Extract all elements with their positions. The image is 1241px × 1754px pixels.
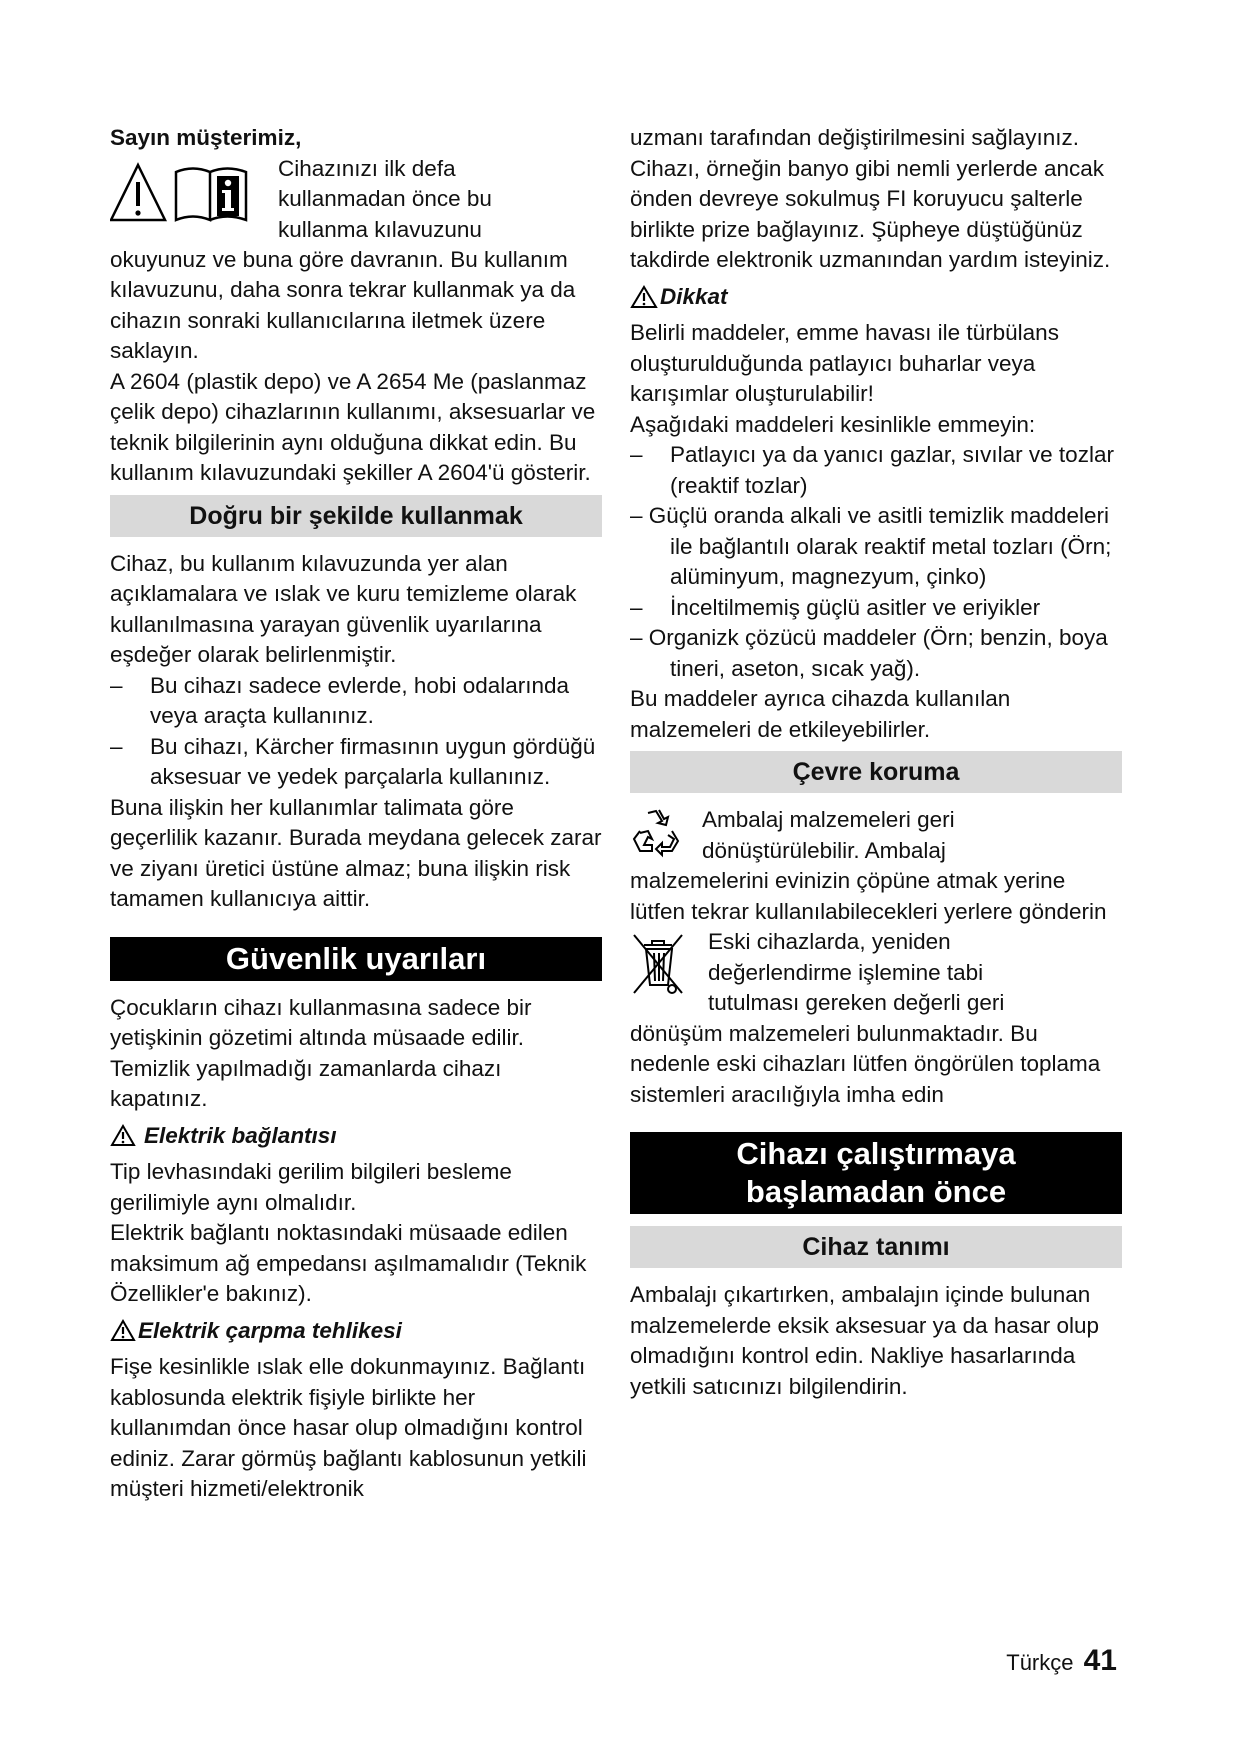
env-line: dönüştürülebilir. Ambalaj — [702, 837, 946, 863]
electrical-text: Tip levhasındaki gerilim bilgileri besleme gerilimiyle aynı olmalıdır. — [110, 1159, 512, 1215]
before-start-line: Cihazı çalıştırmaya — [736, 1136, 1016, 1171]
intro-line: kullanmadan önce bu — [278, 186, 492, 211]
continued-text: uzmanı tarafından değiştirilmesini sağlayınız. — [630, 125, 1079, 150]
list-item: – Organizk çözücü maddeler (Örn; benzin, boya tineri, aseton, sıcak yağ). — [630, 625, 1108, 681]
intro-rest: okuyunuz ve buna göre davranın. Bu kullanım kılavuzunu, daha sonra tekrar kullanmak ya da cihazın sonraki kullanıcılarına iletmek üzere saklayın. — [110, 246, 576, 363]
proper-use-note: Buna ilişkin her kullanımlar talimata göre geçerlilik kazanır. Burada meydana gelecek zarar ve ziyanı üretici üstüne almaz; buna ilişkin risk tamamen kullanıcıya aittir. — [110, 794, 602, 911]
right-column — [630, 123, 1122, 1402]
left-column — [110, 123, 602, 1505]
caution-text: Belirli maddeler, emme havası ile türbülans oluşturulduğunda patlayıcı buharlar veya karışımlar oluşturulabilir! — [630, 320, 1059, 406]
page-footer — [1006, 1644, 1117, 1678]
page-number: 41 — [1083, 1644, 1117, 1677]
list-item: – Patlayıcı ya da yanıcı gazlar, sıvılar ve tozlar (reaktif tozlar) — [630, 442, 1114, 498]
shock-title: Elektrik çarpma tehlikesi — [138, 1317, 402, 1343]
before-start-line: başlamadan önce — [745, 1174, 1007, 1209]
list-item: – Bu cihazı, Kärcher firmasının uygun gördüğü aksesuar ve yedek parçalarla kullanınız. — [110, 733, 596, 789]
before-start-heading — [630, 1132, 1122, 1214]
crossed-bin-icon — [630, 931, 686, 997]
warning-icon — [110, 1124, 136, 1147]
list-item-text: Güçlü oranda alkali ve asitli temizlik maddeleri ile bağlantılı olarak reaktif metal tozları (Örn; alüminyum, magnezyum, çinko) — [648, 503, 1112, 589]
caution-lead: Aşağıdaki maddeleri kesinlikle emmeyin: — [630, 411, 1036, 437]
fi-text: Cihazı, örneğin banyo gibi nemli yerlerde ancak önden devreye sokulmuş FI koruyucu şalterle birlikte prize bağlayınız. Şüpheye düştüğünüz takdirde elektronik uzmanından yardım isteyiniz. — [630, 155, 1111, 272]
warning-icon — [110, 1319, 136, 1342]
models-text: A 2604 (plastik depo) ve A 2654 Me (paslanmaz çelik depo) cihazlarının kullanımı, aksesuarlar ve teknik bilgilerinin aynı olduğuna dikkat edin. Bu kullanım kılavuzundaki şekiller A 2604'ü gösterir. — [110, 368, 596, 485]
warning-manual-icon — [110, 162, 252, 224]
list-item-text: Patlayıcı ya da yanıcı gazlar, sıvılar ve tozlar (reaktif tozlar) — [670, 442, 1114, 498]
recycling-block — [630, 805, 1122, 866]
list-item: – İnceltilmemiş güçlü asitler ve eriyikler — [630, 594, 1041, 620]
safety-heading: Güvenlik uyarıları — [110, 937, 602, 981]
caution-title: Dikkat — [660, 283, 728, 309]
caution-note: Bu maddeler ayrıca cihazda kullanılan malzemeleri de etkileyebilirler. — [630, 686, 1011, 742]
weee-rest: dönüşüm malzemeleri bulunmaktadır. Bu nedenle eski cihazları lütfen öngörülen toplama sistemleri aracılığıyla imha edin — [630, 1020, 1101, 1107]
env-rest: malzemelerini evinizin çöpüne atmak yerine lütfen tekrar kullanılabilecekleri yerlere gönderin — [630, 868, 1107, 924]
electrical-heading — [110, 1121, 602, 1152]
environment-heading: Çevre koruma — [630, 751, 1122, 793]
weee-line: tutulması gereken değerli geri — [708, 990, 1005, 1015]
list-item: – Bu cihazı sadece evlerde, hobi odalarında veya araçta kullanınız. — [110, 672, 570, 728]
weee-line: değerlendirme işlemine tabi — [708, 959, 984, 985]
proper-use-text: Cihaz, bu kullanım kılavuzunda yer alan açıklamalara ve ıslak ve kuru temizleme olarak kullanılmasına yarayan güvenlik uyarılarına eşdeğer olarak belirlenmiştir. — [110, 550, 577, 667]
env-line: Ambalaj malzemeleri geri — [702, 807, 955, 832]
list-item-text: Organizk çözücü maddeler (Örn; benzin, boya tineri, aseton, sıcak yağ). — [648, 625, 1108, 681]
intro-lines — [278, 154, 492, 246]
greeting: Sayın müşterimiz, — [110, 125, 302, 150]
intro-line: kullanma kılavuzunu — [278, 216, 482, 242]
shock-heading — [110, 1316, 602, 1347]
caution-heading — [630, 282, 1122, 313]
list-item: – Güçlü oranda alkali ve asitli temizlik maddeleri ile bağlantılı olarak reaktif metal tozları (Örn; alüminyum, magnezyum, çinko) — [630, 503, 1112, 589]
list-item-text: Bu cihazı sadece evlerde, hobi odalarında veya araçta kullanınız. — [150, 672, 570, 728]
list-item-text: İnceltilmemiş güçlü asitler ve eriyikler — [670, 594, 1041, 620]
proper-use-heading: Doğru bir şekilde kullanmak — [110, 495, 602, 537]
device-text: Ambalajı çıkartırken, ambalajın içinde bulunan malzemelerde eksik aksesuar ya da hasar olup olmadığını kontrol edin. Nakliye hasarlarında yetkili satıcınızı bilgilendirin. — [630, 1282, 1099, 1399]
footer-language: Türkçe — [1006, 1650, 1074, 1675]
warning-icon — [630, 285, 658, 309]
intro-line: Cihazınızı ilk defa — [278, 155, 456, 181]
weee-line: Eski cihazlarda, yeniden — [708, 929, 951, 954]
electrical-text: Elektrik bağlantı noktasındaki müsaade edilen maksimum ağ empedansı aşılmamalıdır (Teknik Özellikler'e bakınız). — [110, 1220, 587, 1306]
list-item-text: Bu cihazı, Kärcher firmasının uygun gördüğü aksesuar ve yedek parçalarla kullanınız. — [150, 733, 596, 789]
recycle-icon — [630, 807, 682, 859]
intro-block — [110, 154, 602, 245]
shock-text: Fişe kesinlikle ıslak elle dokunmayınız. Bağlantı kablosunda elektrik fişiyle birlikte her kullanımdan önce hasar olup olmadığını kontrol ediniz. Zarar görmüş bağlantı kablosunun yetkili müşteri hizmeti/elektronik — [110, 1354, 587, 1501]
safety-text: Çocukların cihazı kullanmasına sadece bir yetişkinin gözetimi altında müsaade edilir. Temizlik yapılmadığı zamanlarda cihazı kapatınız. — [110, 994, 532, 1111]
weee-block — [630, 927, 1122, 1019]
device-heading: Cihaz tanımı — [630, 1226, 1122, 1268]
electrical-title: Elektrik bağlantısı — [144, 1122, 337, 1148]
